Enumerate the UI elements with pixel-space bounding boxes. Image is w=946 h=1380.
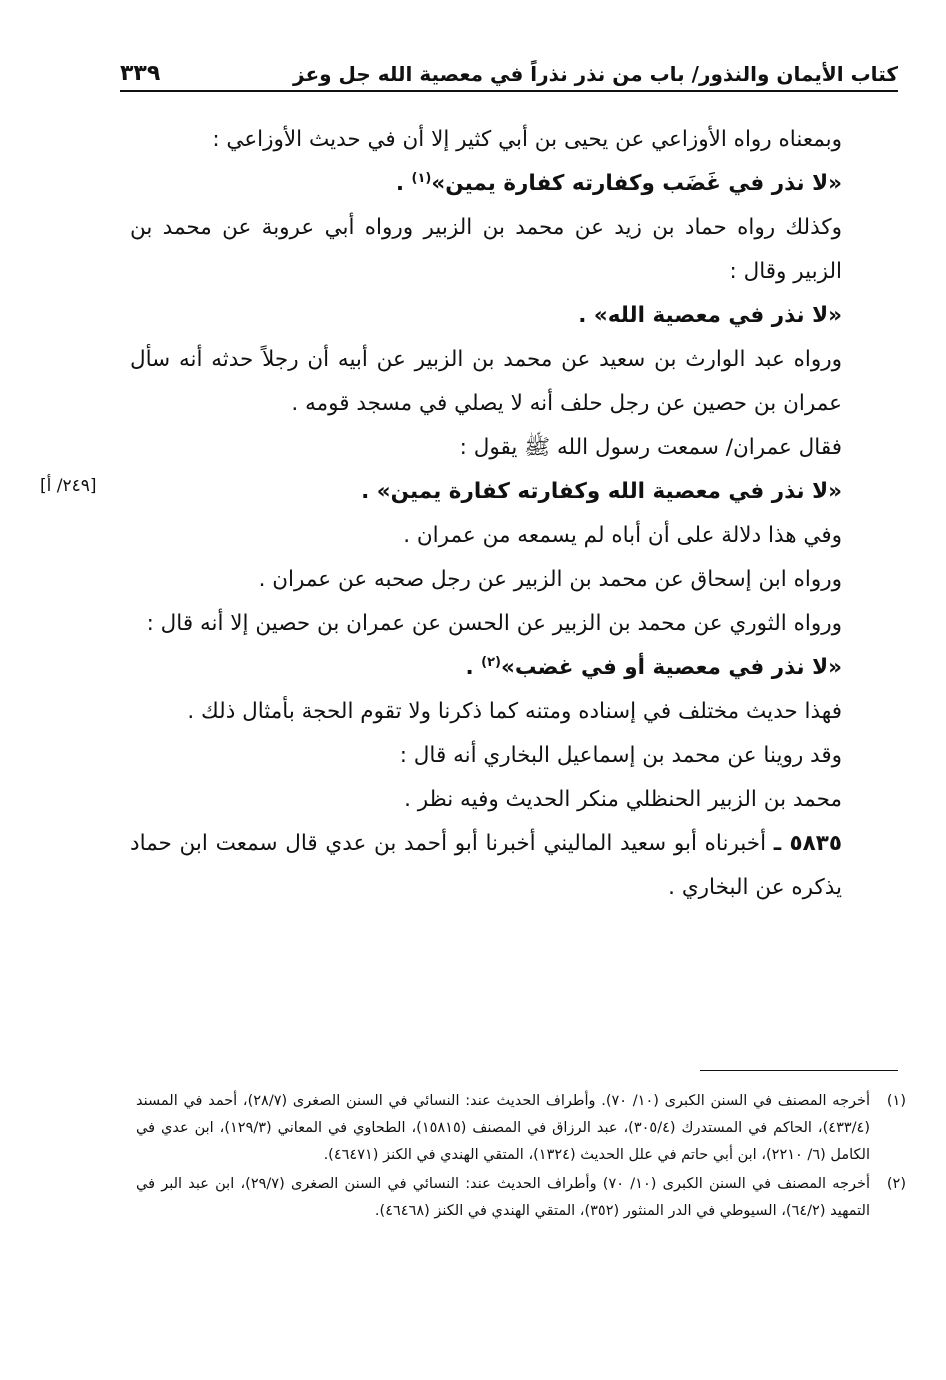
paragraph: وكذلك رواه حماد بن زيد عن محمد بن الزبير ورواه أبي عروبة عن محمد بن الزبير وقال : (130, 215, 842, 284)
paragraph: فقال عمران/ سمعت رسول الله ﷺ يقول : (459, 435, 842, 460)
footnote-ref-1: (١) (411, 170, 432, 186)
paragraph: وفي هذا دلالة على أن أباه لم يسمعه من عمران . (403, 523, 842, 548)
paragraph: ورواه الثوري عن محمد بن الزبير عن الحسن عن عمران بن حصين إلا أنه قال : (146, 611, 842, 636)
punctuation: . (395, 171, 404, 196)
paragraph: ورواه عبد الوارث بن سعيد عن محمد بن الزبير عن أبيه أن رجلاً حدثه أنه سأل عمران بن حصين عن رجل حلف أنه لا يصلي في مسجد قومه . (130, 347, 842, 416)
footnote (136, 1088, 906, 1169)
main-text (130, 118, 894, 910)
footnotes (136, 1088, 906, 1227)
quote-text: «لا نذر في معصية أو في غضب» (500, 655, 842, 680)
paragraph: وقد روينا عن محمد بن إسماعيل البخاري أنه قال : (399, 743, 842, 768)
punctuation: . (465, 655, 474, 680)
paragraph: محمد بن الزبير الحنظلي منكر الحديث وفيه نظر . (404, 787, 842, 812)
hadith-number: ٥٨٣٥ ـ (773, 831, 843, 856)
footnote (136, 1171, 906, 1225)
footnote-text: أخرجه المصنف في السنن الكبرى (١٠/ ٧٠) وأطراف الحديث عند: النسائي في السنن الصغرى (٢٩/٧)، ابن عبد البر في التمهيد (٦٤/٢)، السيوطي في الدر المنثور (٣٥٢)، المتقي الهندي في الكنز (٤٦٤٦٨). (136, 1176, 871, 1219)
footnote-number: (٢) (886, 1176, 906, 1192)
quote-text: «لا نذر في غَضَب وكفارته كفارة يمين» (431, 171, 842, 196)
hadith-quote: «لا نذر في معصية الله» . (578, 303, 842, 328)
hadith-quote (130, 162, 894, 206)
running-header-title: كتاب الأيمان والنذور/ باب من نذر نذراً في معصية الله جل وعز (293, 62, 898, 86)
page-number: ٣٣٩ (120, 61, 161, 86)
footnote-separator (700, 1070, 898, 1071)
hadith-quote: «لا نذر في معصية الله وكفارته كفارة يمين» . (361, 479, 842, 504)
footnote-ref-2: (٢) (481, 654, 501, 670)
paragraph: وبمعناه رواه الأوزاعي عن يحيى بن أبي كثير إلا أن في حديث الأوزاعي : (212, 127, 842, 152)
paragraph: فهذا حديث مختلف في إسناده ومتنه كما ذكرنا ولا تقوم الحجة بأمثال ذلك . (187, 699, 842, 724)
footnote-text: أخرجه المصنف في السنن الكبرى (١٠/ ٧٠). وأطراف الحديث عند: النسائي في السنن الصغرى (٢٨/٧)، أحمد في المسند (٤٣٣/٤)، الحاكم في المستدرك (٣٠٥/٤)، عبد الرزاق في المصنف (١٥٨١٥)، الطحاوي في المعاني (١٢٩/٣)، ابن عدي في الكامل (٦/ ٢٢١٠)، ابن أبي حاتم في علل الحديث (١٣٢٤)، المتقي الهندي في الكنز (٤٦٤٧١). (136, 1093, 871, 1163)
manuscript-folio-marker: [٢٤٩/ أ] (40, 476, 97, 496)
footnote-number: (١) (886, 1093, 906, 1109)
hadith-entry-text: أخبرناه أبو سعيد الماليني أخبرنا أبو أحمد بن عدي قال سمعت ابن حماد يذكره عن البخاري . (130, 831, 842, 900)
running-header (120, 46, 898, 92)
paragraph: ورواه ابن إسحاق عن محمد بن الزبير عن رجل صحبه عن عمران . (258, 567, 842, 592)
hadith-quote (130, 646, 894, 690)
hadith-entry (130, 822, 894, 910)
